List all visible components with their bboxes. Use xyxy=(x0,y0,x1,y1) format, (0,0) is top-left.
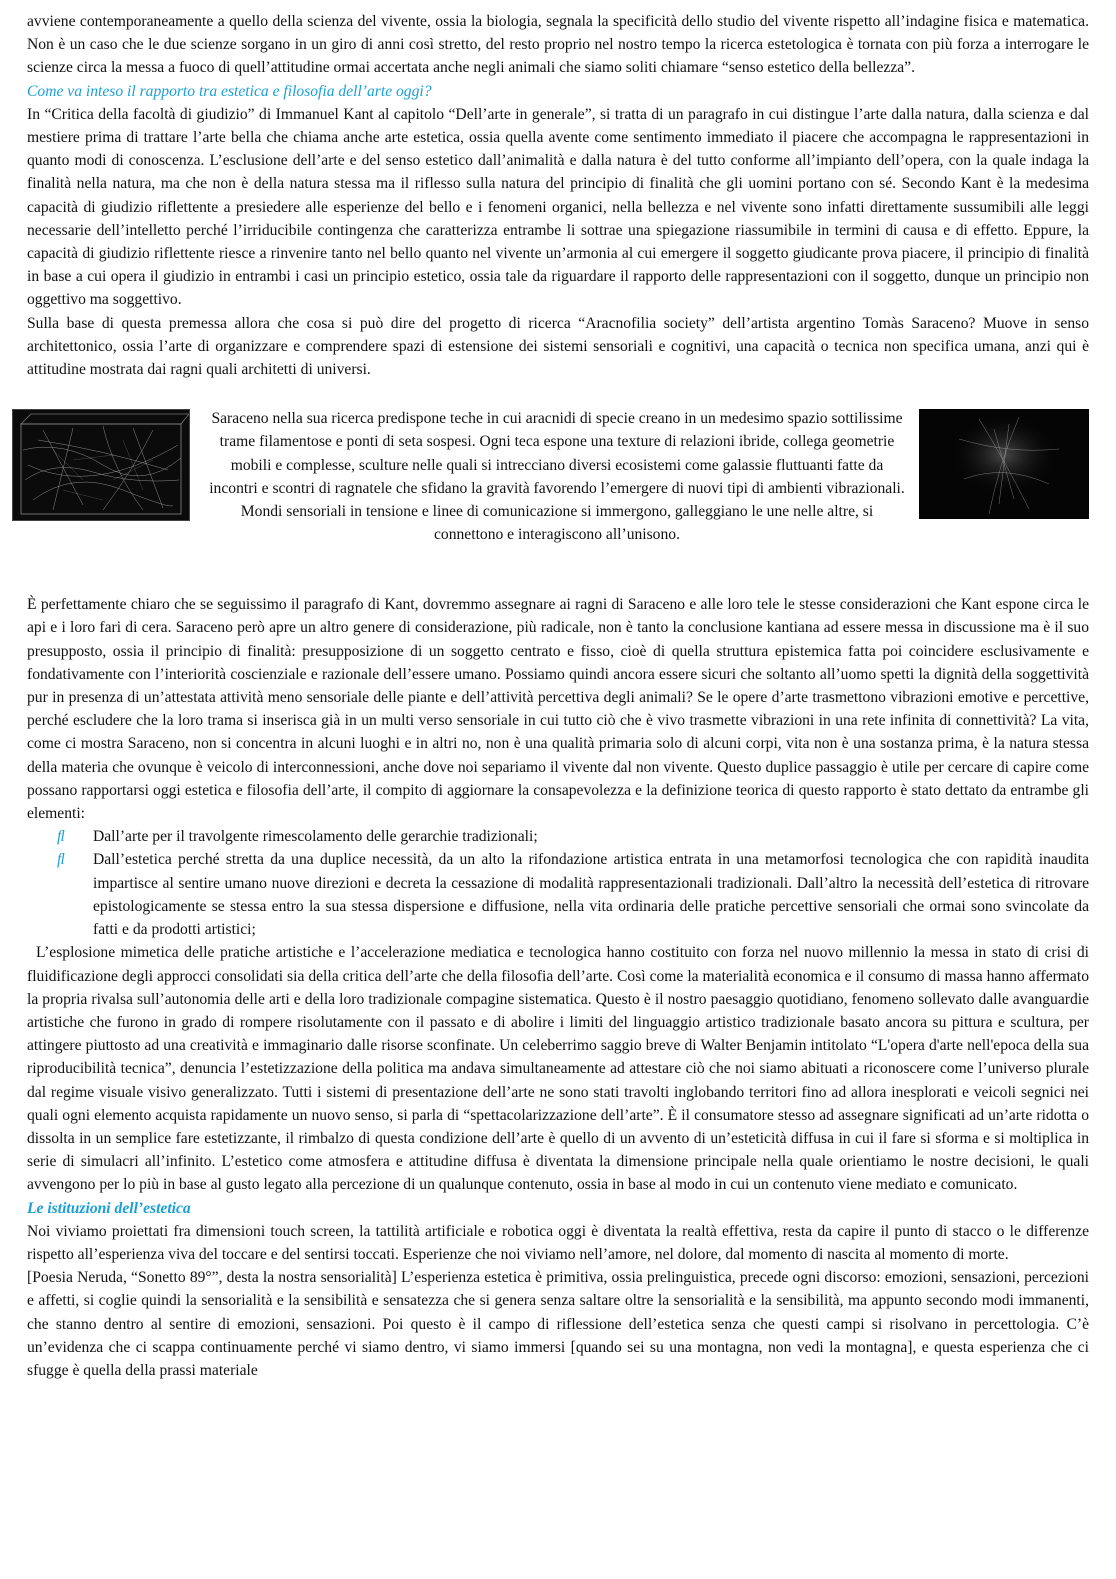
section-heading-relation: Come va inteso il rapporto tra estetica e filosofia dell’arte oggi? xyxy=(27,82,432,100)
spider-web-dark-image xyxy=(919,409,1089,519)
figure-caption: Saraceno nella sua ricerca predispone teche in cui aracnidi di specie creano in un medesimo spazio sottilissime trame filamentose e ponti di seta sospesi. Ogni teca espone una texture di relazioni ibride, collega geometrie mobili e complesse, sculture nelle quali si intrecciano diversi ecosistemi come galassie fluttuanti fatte da incontri e scontri di ragnatele che sfidano la gravità favorendo l’emergere di nuovi tipi di ambienti vibrazionali. Mondi sensoriali in tensione e linee di comunicazione si immergono, galleggiano le une nelle altre, si connettono e interagiscono all’unisono. xyxy=(209,410,905,544)
bullet-icon: ﬂ xyxy=(57,851,65,869)
section-heading-institutions: Le istituzioni dell’estetica xyxy=(27,1199,191,1217)
list-item xyxy=(27,848,1089,941)
bullet-icon: ﬂ xyxy=(57,828,65,846)
list-item-text: Dall’estetica perché stretta da una duplice necessità, da un alto la rifondazione artistica entrata in una metamorfosi tecnologica che con rapidità inaudita impartisce al sentire umano nuove direzioni e decreta la cessazione di modalità rappresentazionali tradizionali. Dall’altro la necessità dell’estetica di ritrovare epistologicamente se stessa entro la sua stessa dispersione e diffusione, nella vita ordinaria delle pratiche percettive sensoriali che ormai sono svincolate da fatti e da prodotti artistici; xyxy=(93,851,1089,939)
list-item-text: Dall’arte per il travolgente rimescolamento delle gerarchie tradizionali; xyxy=(93,828,538,846)
paragraph-touch-screen: Noi viviamo proiettati fra dimensioni touch screen, la tattilità artificiale e robotica oggi è diventata la realtà effettiva, resta da capire il punto di stacco o le differenze rispetto all’esperienza viva del toccare e del sentirsi toccati. Esperienze che noi viviamo nell’amore, nel dolore, dal momento di nascita al momento di morte. xyxy=(27,1222,1089,1263)
paragraph-neruda: [Poesia Neruda, “Sonetto 89°”, desta la nostra sensorialità] L’esperienza estetica è primitiva, ossia prelinguistica, precede ogni discorso: emozioni, sensazioni, percezioni e affetti, si coglie quindi la sensorialità e la sensibilità e sensatezza che si genera senza saltare oltre la sensorialità e la sensibilità, ma appunto secondo modi immanenti, che stanno dentro al sentire di emozioni, sensazioni. Poi questo è il campo di riflessione dell’estetica senza che questi campi si risolvano in percettologia. C’è un’evidenza che ci scappa continuamente perché vi siamo dentro, vi siamo immersi [quando sei su una montagna, non vedi la montagna], e questa esperienza che ci sfugge è quella della prassi materiale xyxy=(27,1269,1089,1379)
paragraph-saraceno-intro: Sulla base di questa premessa allora che cosa si può dire del progetto di ricerca “Aracnofilia society” dell’artista argentino Tomàs Saraceno? Muove in senso architettonico, ossia l’arte di organizzare e comprendere spazi di estensione dei sistemi sensoriali e cognitivi, una capacità o tecnica non specifica umana, anzi qui è attitudine mostrata dai ragni quali architetti di universi. xyxy=(27,314,1089,379)
paragraph-intro: avviene contemporaneamente a quello della scienza del vivente, ossia la biologia, segnala la specificità dello studio del vivente rispetto all’indagine fisica e matematica. Non è un caso che le due scienze sorgano in un giro di anni così stretto, del resto proprio nel nostro tempo la ricerca estetologica è tornata con più forza a interrogare le scienze circa la messa a fuoco di quell’attitudine ormai accertata anche negli animali che siamo soliti chiamare “senso estetico della bellezza”. xyxy=(27,13,1089,77)
document-page xyxy=(27,10,1089,1382)
list-item xyxy=(27,825,1089,848)
paragraph-mimetic-explosion: L’esplosione mimetica delle pratiche artistiche e l’accelerazione mediatica e tecnologica hanno costituito con forza nel nuovo millennio la messa in stato di crisi di fluidificazione degli approcci consolidati sia della critica dell’arte che della filosofia dell’arte. Così come la materialità economica e il consumo di massa hanno affermato la propria rivalsa sull’autonomia delle arti e della loro tradizionale compagine sistematica. Questo è il nostro paesaggio quotidiano, fenomeno sollevato dalle avanguardie artistiche che furono in grado di rompere risolutamente con il passato e di abolire i limiti del linguaggio artistico tradizionale basato ancora su pittura e scultura, per attingere piuttosto ad una creatività e immaginario dalle risorse sconfinate. Un celeberrimo saggio breve di Walter Benjamin intitolato “L'opera d'arte nell'epoca della sua riproducibilità tecnica”, denuncia l’estetizzazione della politica ma andava simultaneamente ad attestare ciò che noi siamo abituati a riconoscere come l’universo plurale dal regime visuale visivo generalizzato. Tutti i sistemi di presentazione dell’arte ne sono stati travolti inglobando territori fino ad allora inesplorati e veicoli segnici nei quali ogni elemento acquista rapidamente un nuovo senso, si parla di “spettacolarizzazione dell’arte”. È il consumatore stesso ad assegnare significati ad un’arte ridotta o dissolta in un semplice fare estetizzante, il rimbalzo di questa condizione dell’arte è quello di un avvento di un’esteticità diffusa in cui il fare si sforma e si moltiplica in serie di simulacri all’infinito. L’estetico come atmosfera e attitudine diffusa è diventata la dimensione principale nella quale orientiamo le nostre decisioni, le quali avvengono per lo più in base al gusto legato alla percezione di un qualunque contenuto, ossia in base al modo in cui un contenuto viene mediato e comunicato. xyxy=(27,944,1089,1194)
spider-web-box-image xyxy=(12,409,190,521)
bullet-list xyxy=(27,825,1089,941)
paragraph-kant: In “Critica della facoltà di giudizio” di Immanuel Kant al capitolo “Dell’arte in generale”, si tratta di un paragrafo in cui distingue l’arte dalla natura, dalla scienza e dal mestiere prima di trattare l’arte bella che chiama anche arte estetica, ossia quella avente come sentimento immediato il piacere che accompagna le rappresentazioni in quanto modi di conoscenza. L’esclusione dell’arte e del senso estetico dall’animalità e dalla natura è del tutto conforme all’impianto dell’opera, con la quale indaga la finalità nella natura, ma che non è della natura stessa ma il riflesso sulla natura del principio di finalità che gli uomini portano con sé. Secondo Kant è la medesima capacità di giudizio riflettente a presiedere alle esperienze del bello e i fenomeni organici, nella bellezza e nel vivente sono infatti direttamente sussumibili alle leggi necessarie dell’intelletto perché l’irriducibile contingenza che caratterizza entrambe li sottrae una spiegazione riassumibile in termini di causa e di effetto. Eppure, la capacità di giudizio riflettente riesce a rinvenire tanto nel bello quanto nel vivente un’armonia al cui emergere il soggetto giudicante prova piacere, il principio di finalità in base a cui opera il giudizio in entrambi i casi un principio estetico, ossia tale da riguardare il rapporto delle rappresentazioni con il soggetto, dunque un principio non oggettivo ma soggettivo. xyxy=(27,105,1089,309)
figure-row xyxy=(27,407,1089,585)
paragraph-kant-saraceno: È perfettamente chiaro che se seguissimo il paragrafo di Kant, dovremmo assegnare ai ragni di Saraceno e alle loro tele le stesse considerazioni che Kant espone circa le api e i loro fari di cera. Saraceno però apre un altro genere di considerazione, più radicale, non è tanto la conclusione kantiana ad essere messa in discussione ma è il suo presupposto, ossia il principio di finalità: presupposizione di un soggetto centrato e fisso, cioè di quella struttura epistemica fatta poi coincidere esclusivamente e fondativamente con l’interiorità coscienziale e razionale dell’essere umano. Possiamo quindi ancora essere sicuri che soltanto all’uomo spetti la dignità della soggettività pur in presenza di un’attestata attività meno sensoriale delle piante e dell’attività percettiva degli animali? Se le opere d’arte trasmettono vibrazioni emotive e percettive, perché escludere che la loro trama si inserisca già in un multi verso sensoriale in cui tutto ciò che è vivo trasmette vibrazioni in una rete infinita di connettività? La vita, come ci mostra Saraceno, non si concentra in alcuni luoghi e in altri no, non è una qualità primaria solo di alcuni corpi, vita non è una sostanza prima, è la natura stessa della materia che ovunque è veicolo di interconnessioni, anche dove noi separiamo il vivente dal non vivente. Questo duplice passaggio è utile per cercare di capire come possano rapportarsi oggi estetica e filosofia dell’arte, il compito di aggiornare la consapevolezza e la definizione teorica di questo rapporto è stato dettato da entrambe gli elementi: xyxy=(27,596,1089,823)
